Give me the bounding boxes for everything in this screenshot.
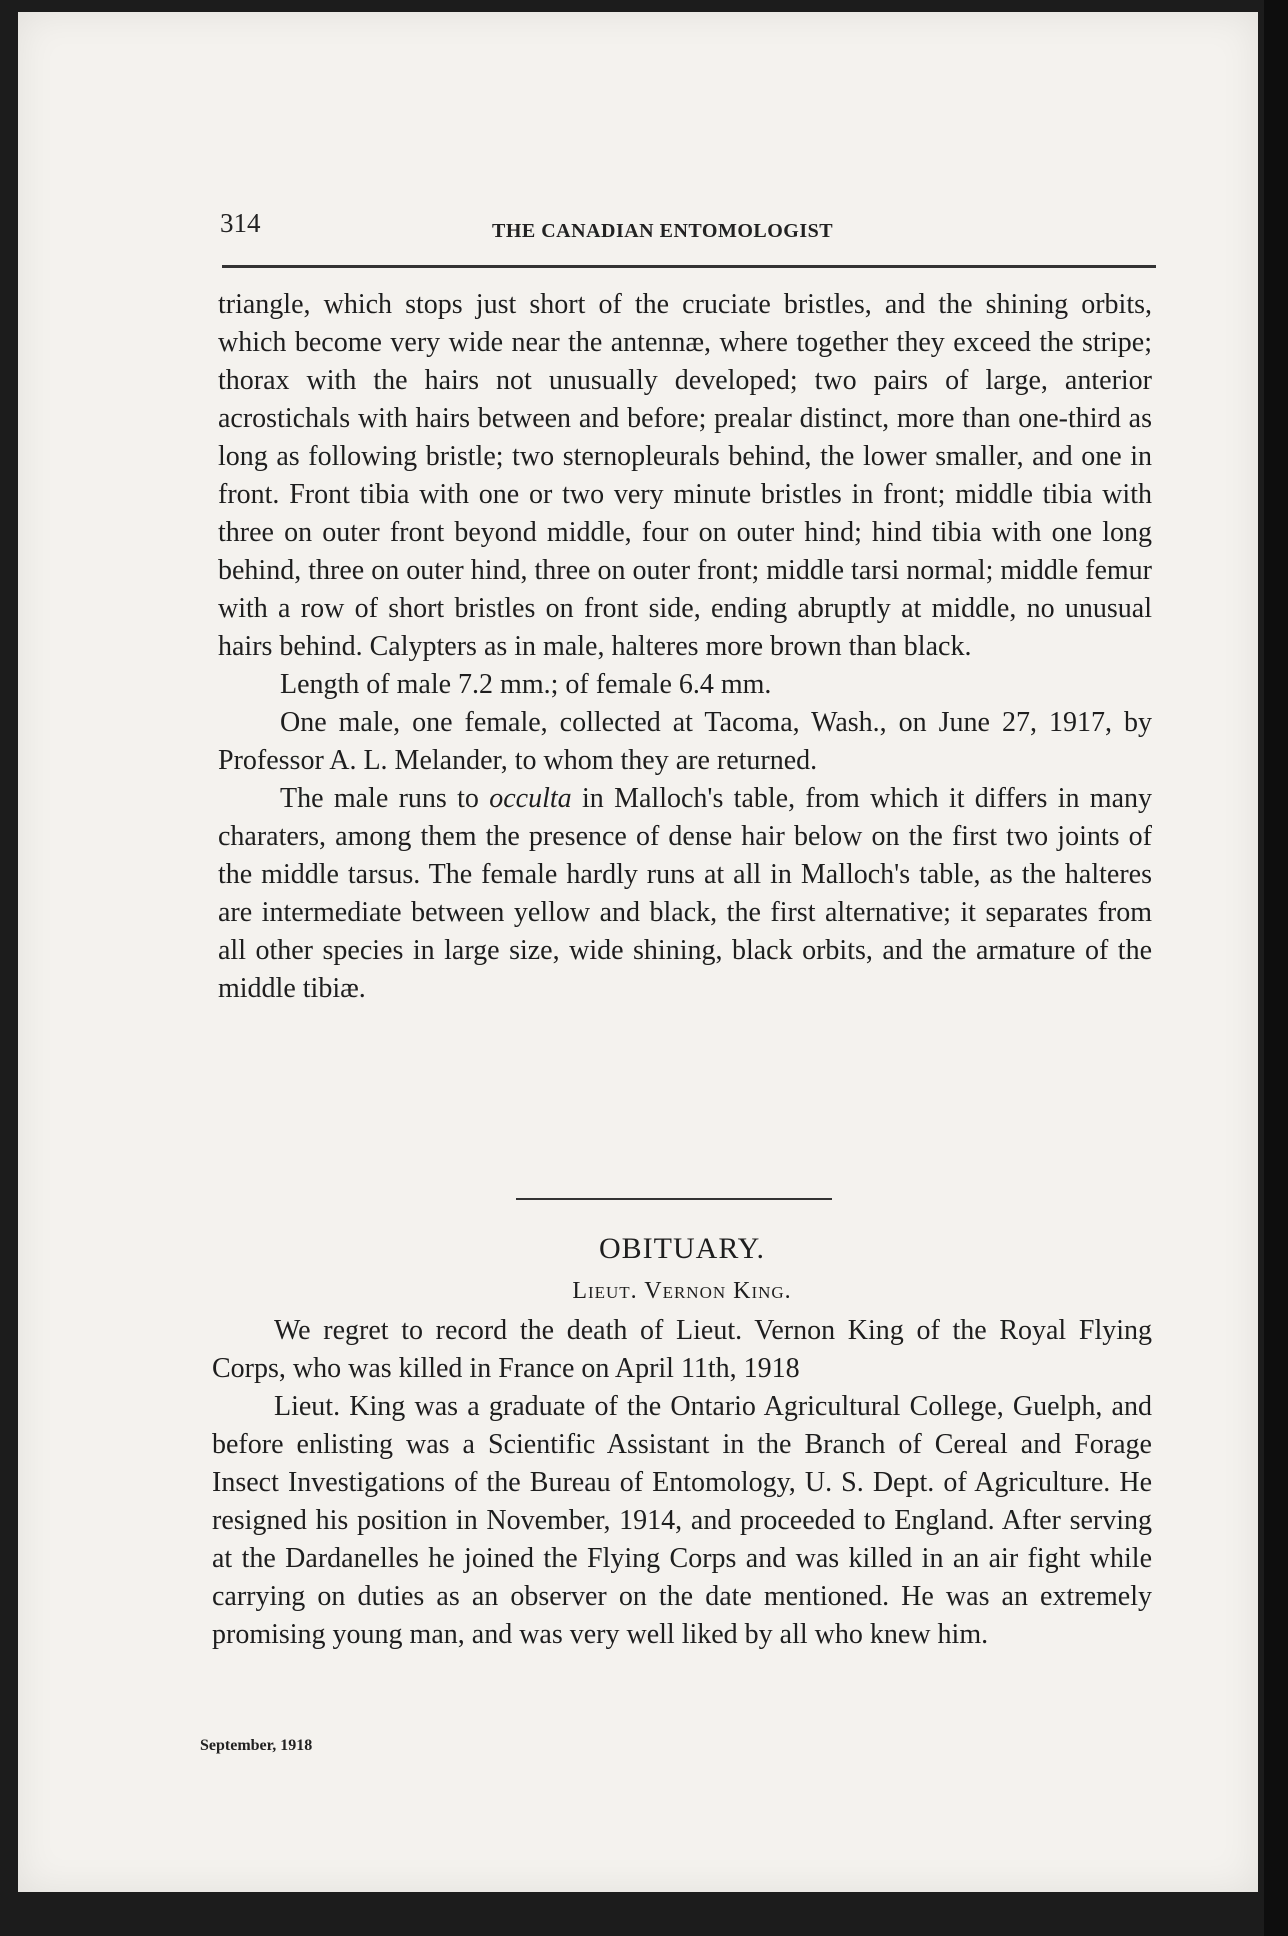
obituary-heading: OBITUARY. bbox=[599, 1232, 765, 1265]
obituary-section bbox=[212, 1230, 1152, 1654]
running-head: THE CANADIAN ENTOMOLOGIST bbox=[492, 220, 834, 242]
issue-date: September, 1918 bbox=[200, 1737, 313, 1754]
species-name-occulta: occulta bbox=[489, 783, 572, 814]
description-paragraph: triangle, which stops just short of the cruciate bristles, and the shining orbits, which become very wide near the antennæ, where together they exceed the stripe; thorax with the hairs not unusually developed; two pairs of large, anterior acrostichals with hairs between and before; prealar distinct, more than one-third as long as following bristle; two sternopleurals behind, the lower smaller, and one in front. Front tibia with one or two very minute bristles in front; middle tibia with three on outer front beyond middle, four on outer hind; hind tibia with one long behind, three on outer hind, three on outer front; middle tarsi normal; middle femur with a row of short bristles on front side, ending abruptly at middle, no unusual hairs behind. Calypters as in male, halteres more brown than black. bbox=[218, 289, 1152, 662]
page-number: 314 bbox=[220, 208, 261, 238]
obituary-subheading: Lieut. Vernon King. bbox=[572, 1278, 792, 1304]
page-edge-shadow bbox=[1264, 0, 1288, 1936]
species-description bbox=[218, 286, 1152, 1008]
page-header bbox=[220, 208, 1152, 248]
obituary-paragraph: We regret to record the death of Lieut. Vernon King of the Royal Flying Corps, who was killed in France on April 11th, 1918 bbox=[212, 1315, 1152, 1384]
description-comparison bbox=[218, 780, 1152, 1008]
comparison-text-rest: in Malloch's table, from which it differs in many charaters, among them the presence of dense hair below on the first two joints of the middle tarsus. The female hardly runs at all in Malloch's table, as the halteres are intermediate between yellow and black, the first alternative; it separates from all other species in large size, wide shining, black orbits, and the armature of the middle tibiæ. bbox=[218, 783, 1152, 1004]
section-divider bbox=[516, 1198, 832, 1200]
obituary-paragraph: Lieut. King was a graduate of the Ontario Agricultural College, Guelph, and before enlisting was a Scientific Assistant in the Branch of Cereal and Forage Insect Investigations of the Bureau of Entomology, U. S. Dept. of Agriculture. He resigned his position in November, 1914, and proceeded to England. After serving at the Dardanelles he joined the Flying Corps and was killed in an air fight while carrying on duties as an observer on the date mentioned. He was an extremely promising young man, and was very well liked by all who knew him. bbox=[212, 1391, 1152, 1650]
header-rule bbox=[222, 265, 1156, 268]
comparison-text-start: The male runs to bbox=[280, 783, 490, 814]
description-measurements: Length of male 7.2 mm.; of female 6.4 mm. bbox=[280, 669, 772, 700]
description-collection: One male, one female, collected at Tacoma, Wash., on June 27, 1917, by Professor A. L. Melander, to whom they are returned. bbox=[218, 707, 1152, 776]
